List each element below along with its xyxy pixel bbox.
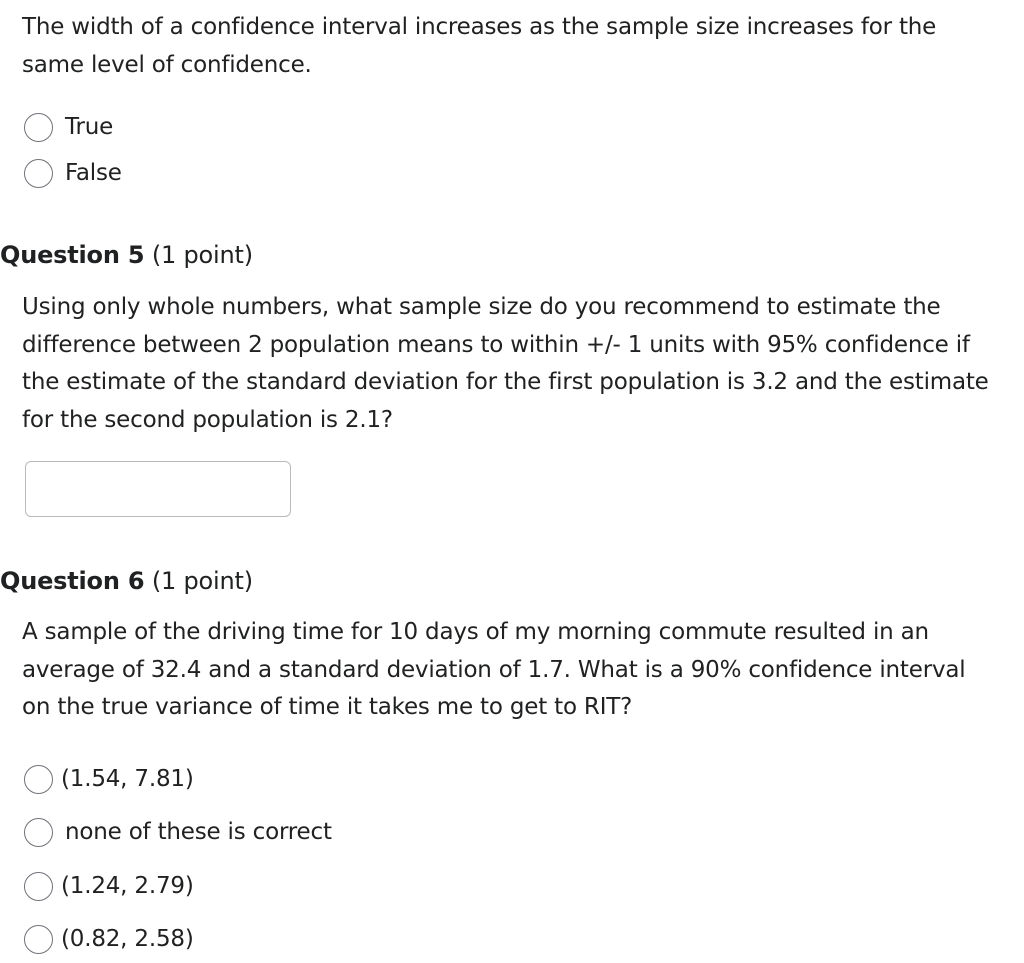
question-4-option-false[interactable]	[24, 156, 122, 190]
radio-button[interactable]	[24, 818, 53, 847]
option-label: none of these is correct	[65, 819, 332, 845]
option-label: True	[65, 114, 114, 140]
question-points: (1 point)	[151, 567, 253, 595]
question-number: Question 6	[0, 567, 145, 595]
question-6-option-c[interactable]	[24, 869, 194, 903]
question-points: (1 point)	[151, 241, 253, 269]
radio-button[interactable]	[24, 765, 53, 794]
question-6-header	[0, 566, 253, 596]
question-5-text: Using only whole numbers, what sample size do you recommend to estimate the difference between 2 population means to within +/- 1 units with 95% confidence if the estimate of the standard deviation for the first population is 3.2 and the estimate for the second population is 2.1?	[22, 294, 989, 433]
option-label: (0.82, 2.58)	[61, 926, 194, 952]
option-label: False	[65, 160, 122, 186]
radio-button[interactable]	[24, 872, 53, 901]
question-5-answer-input[interactable]	[25, 461, 291, 517]
option-label: (1.54, 7.81)	[61, 766, 194, 792]
question-6-option-a[interactable]	[24, 762, 194, 796]
question-6-text: A sample of the driving time for 10 days of my morning commute resulted in an average of 32.4 and a standard deviation of 1.7. What is a 90% confidence interval on the true variance of time it takes me to get to RIT?	[22, 619, 966, 720]
question-4-option-true[interactable]	[24, 110, 113, 144]
radio-button[interactable]	[24, 113, 53, 142]
question-4-text: The width of a confidence interval increases as the sample size increases for the same level of confidence.	[22, 14, 937, 78]
radio-button[interactable]	[24, 925, 53, 954]
question-5-header	[0, 240, 253, 270]
option-label: (1.24, 2.79)	[61, 873, 194, 899]
radio-button[interactable]	[24, 159, 53, 188]
question-6-option-d[interactable]	[24, 922, 194, 956]
question-6-option-b[interactable]	[24, 815, 332, 849]
question-number: Question 5	[0, 241, 145, 269]
